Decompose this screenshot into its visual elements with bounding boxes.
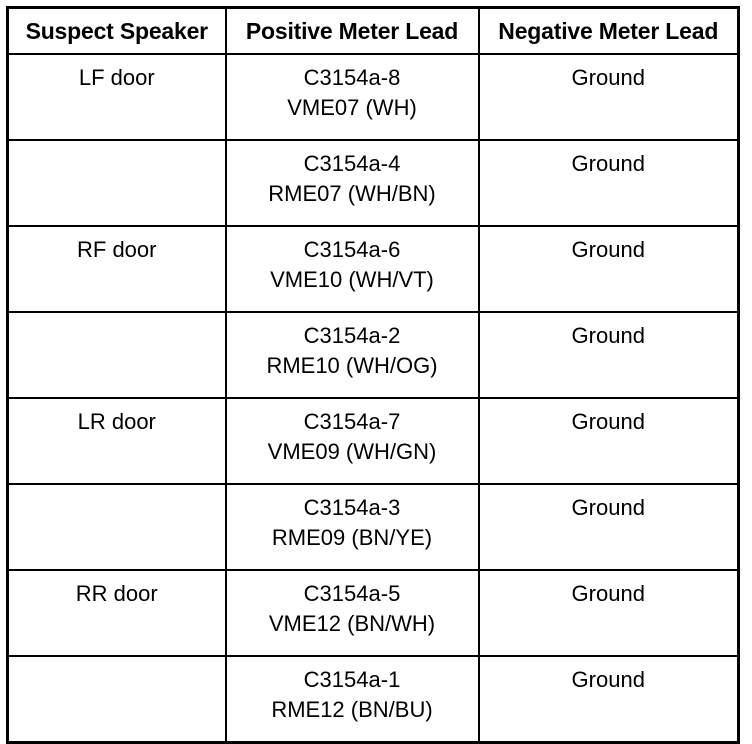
negative-lead-cell: Ground (479, 54, 739, 140)
negative-lead-cell: Ground (479, 226, 739, 312)
header-row (8, 8, 739, 55)
table-row (8, 140, 739, 226)
positive-lead-cell (226, 656, 479, 743)
table-row (8, 54, 739, 140)
connector-pin: C3154a-1 (303, 667, 401, 692)
speaker-cell: LF door (8, 54, 226, 140)
negative-lead-cell: Ground (479, 398, 739, 484)
circuit-wire: VME12 (BN/WH) (268, 611, 436, 636)
header-negative-meter-lead: Negative Meter Lead (479, 8, 739, 55)
positive-lead-cell (226, 484, 479, 570)
table-row (8, 484, 739, 570)
negative-lead-cell: Ground (479, 140, 739, 226)
circuit-wire: VME10 (WH/VT) (270, 267, 434, 292)
speaker-cell (8, 656, 226, 743)
negative-lead-cell: Ground (479, 656, 739, 743)
positive-lead-cell (226, 140, 479, 226)
negative-lead-cell: Ground (479, 484, 739, 570)
table-row (8, 398, 739, 484)
connector-pin: C3154a-2 (303, 323, 401, 348)
table-row (8, 226, 739, 312)
speaker-cell: RR door (8, 570, 226, 656)
positive-lead-cell (226, 54, 479, 140)
speaker-cell (8, 312, 226, 398)
header-suspect-speaker: Suspect Speaker (8, 8, 226, 55)
connector-pin: C3154a-3 (303, 495, 401, 520)
positive-lead-cell (226, 312, 479, 398)
negative-lead-cell: Ground (479, 312, 739, 398)
positive-lead-cell (226, 398, 479, 484)
connector-pin: C3154a-5 (303, 581, 401, 606)
circuit-wire: RME10 (WH/OG) (266, 353, 438, 378)
connector-pin: C3154a-8 (303, 65, 401, 90)
connector-pin: C3154a-7 (303, 409, 401, 434)
negative-lead-cell: Ground (479, 570, 739, 656)
speaker-cell (8, 140, 226, 226)
circuit-wire: VME09 (WH/GN) (267, 439, 437, 464)
speaker-test-table (6, 6, 740, 744)
table-row (8, 312, 739, 398)
positive-lead-cell (226, 570, 479, 656)
speaker-cell: LR door (8, 398, 226, 484)
speaker-cell (8, 484, 226, 570)
circuit-wire: RME09 (BN/YE) (271, 525, 433, 550)
header-positive-meter-lead: Positive Meter Lead (226, 8, 479, 55)
table-row (8, 570, 739, 656)
circuit-wire: VME07 (WH) (287, 95, 417, 120)
connector-pin: C3154a-4 (303, 151, 401, 176)
circuit-wire: RME07 (WH/BN) (268, 181, 436, 206)
circuit-wire: RME12 (BN/BU) (271, 697, 433, 722)
table-row (8, 656, 739, 743)
connector-pin: C3154a-6 (303, 237, 401, 262)
positive-lead-cell (226, 226, 479, 312)
speaker-cell: RF door (8, 226, 226, 312)
